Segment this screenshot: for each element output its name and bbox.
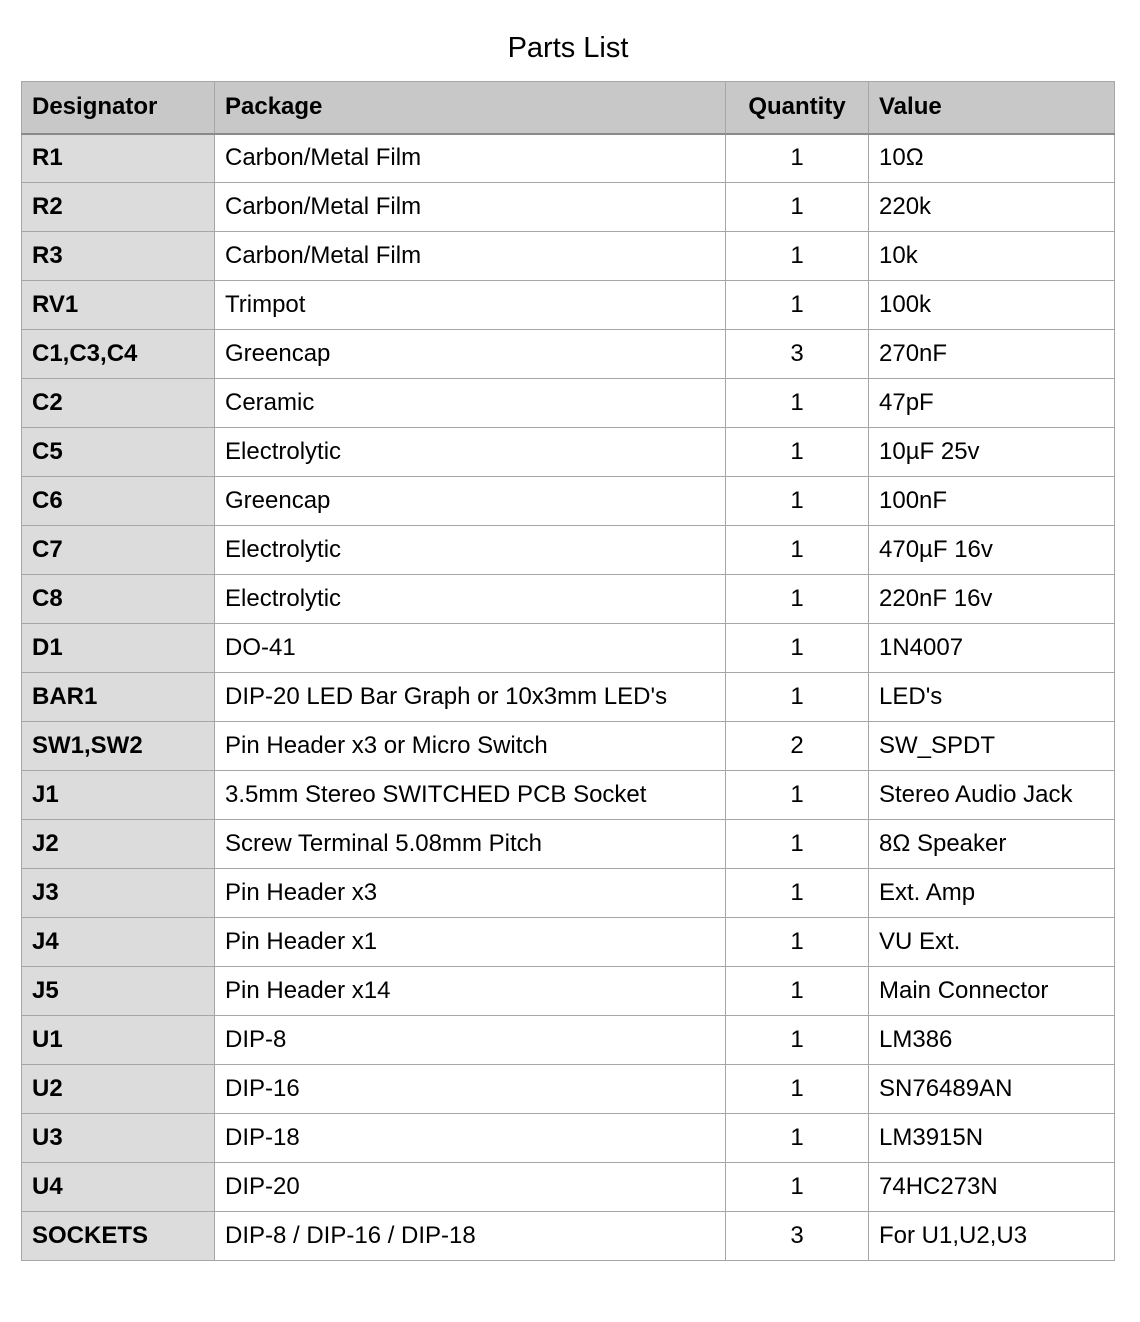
table-row: [22, 1212, 1115, 1261]
value-cell: LM3915N: [869, 1114, 1115, 1163]
table-row: [22, 722, 1115, 771]
package-cell: DIP-16: [215, 1065, 726, 1114]
package-cell: Greencap: [215, 330, 726, 379]
quantity-cell: 1: [726, 232, 869, 281]
designator-cell: R3: [22, 232, 215, 281]
quantity-cell: 1: [726, 526, 869, 575]
value-cell: 100nF: [869, 477, 1115, 526]
value-cell: VU Ext.: [869, 918, 1115, 967]
designator-cell: U1: [22, 1016, 215, 1065]
designator-cell: J5: [22, 967, 215, 1016]
package-cell: Ceramic: [215, 379, 726, 428]
designator-cell: J1: [22, 771, 215, 820]
designator-cell: C7: [22, 526, 215, 575]
designator-cell: J4: [22, 918, 215, 967]
value-cell: For U1,U2,U3: [869, 1212, 1115, 1261]
package-cell: DIP-18: [215, 1114, 726, 1163]
designator-cell: U4: [22, 1163, 215, 1212]
quantity-cell: 1: [726, 869, 869, 918]
package-cell: Electrolytic: [215, 428, 726, 477]
quantity-cell: 3: [726, 330, 869, 379]
header-package: Package: [215, 82, 726, 134]
quantity-cell: 1: [726, 1163, 869, 1212]
quantity-cell: 3: [726, 1212, 869, 1261]
quantity-cell: 1: [726, 1114, 869, 1163]
package-cell: Pin Header x3 or Micro Switch: [215, 722, 726, 771]
designator-cell: J3: [22, 869, 215, 918]
designator-cell: J2: [22, 820, 215, 869]
designator-cell: C8: [22, 575, 215, 624]
value-cell: 10k: [869, 232, 1115, 281]
page-title: Parts List: [507, 32, 629, 64]
header-row: [22, 82, 1115, 134]
designator-cell: R1: [22, 134, 215, 183]
table-row: [22, 1114, 1115, 1163]
package-cell: Carbon/Metal Film: [215, 232, 726, 281]
value-cell: 10Ω: [869, 134, 1115, 183]
quantity-cell: 1: [726, 918, 869, 967]
quantity-cell: 1: [726, 820, 869, 869]
package-cell: Greencap: [215, 477, 726, 526]
value-cell: 47pF: [869, 379, 1115, 428]
value-cell: LM386: [869, 1016, 1115, 1065]
quantity-cell: 2: [726, 722, 869, 771]
table-row: [22, 1163, 1115, 1212]
package-cell: 3.5mm Stereo SWITCHED PCB Socket: [215, 771, 726, 820]
table-row: [22, 330, 1115, 379]
designator-cell: C6: [22, 477, 215, 526]
table-row: [22, 624, 1115, 673]
table-row: [22, 526, 1115, 575]
designator-cell: RV1: [22, 281, 215, 330]
table-row: [22, 673, 1115, 722]
value-cell: Ext. Amp: [869, 869, 1115, 918]
quantity-cell: 1: [726, 771, 869, 820]
package-cell: Pin Header x1: [215, 918, 726, 967]
package-cell: DIP-20 LED Bar Graph or 10x3mm LED's: [215, 673, 726, 722]
package-cell: Trimpot: [215, 281, 726, 330]
quantity-cell: 1: [726, 673, 869, 722]
quantity-cell: 1: [726, 183, 869, 232]
package-cell: DO-41: [215, 624, 726, 673]
value-cell: 10µF 25v: [869, 428, 1115, 477]
table-row: [22, 967, 1115, 1016]
value-cell: LED's: [869, 673, 1115, 722]
value-cell: Main Connector: [869, 967, 1115, 1016]
quantity-cell: 1: [726, 1065, 869, 1114]
designator-cell: SW1,SW2: [22, 722, 215, 771]
quantity-cell: 1: [726, 624, 869, 673]
designator-cell: BAR1: [22, 673, 215, 722]
header-quantity: Quantity: [726, 82, 869, 134]
table-row: [22, 820, 1115, 869]
designator-cell: R2: [22, 183, 215, 232]
value-cell: 74HC273N: [869, 1163, 1115, 1212]
table-row: [22, 232, 1115, 281]
table-row: [22, 869, 1115, 918]
designator-cell: D1: [22, 624, 215, 673]
value-cell: Stereo Audio Jack: [869, 771, 1115, 820]
designator-cell: C2: [22, 379, 215, 428]
header-designator: Designator: [22, 82, 215, 134]
quantity-cell: 1: [726, 134, 869, 183]
designator-cell: SOCKETS: [22, 1212, 215, 1261]
table-row: [22, 1065, 1115, 1114]
value-cell: 220k: [869, 183, 1115, 232]
quantity-cell: 1: [726, 575, 869, 624]
designator-cell: C5: [22, 428, 215, 477]
table-row: [22, 918, 1115, 967]
parts-table: [21, 81, 1115, 1261]
table-row: [22, 379, 1115, 428]
table-row: [22, 771, 1115, 820]
value-cell: SW_SPDT: [869, 722, 1115, 771]
table-row: [22, 428, 1115, 477]
designator-cell: U2: [22, 1065, 215, 1114]
package-cell: Pin Header x3: [215, 869, 726, 918]
header-value: Value: [869, 82, 1115, 134]
quantity-cell: 1: [726, 379, 869, 428]
value-cell: 270nF: [869, 330, 1115, 379]
designator-cell: C1,C3,C4: [22, 330, 215, 379]
package-cell: Electrolytic: [215, 575, 726, 624]
table-row: [22, 1016, 1115, 1065]
package-cell: DIP-8 / DIP-16 / DIP-18: [215, 1212, 726, 1261]
table-header: [22, 82, 1115, 134]
designator-cell: U3: [22, 1114, 215, 1163]
value-cell: 100k: [869, 281, 1115, 330]
quantity-cell: 1: [726, 428, 869, 477]
quantity-cell: 1: [726, 477, 869, 526]
package-cell: Carbon/Metal Film: [215, 134, 726, 183]
table-row: [22, 281, 1115, 330]
value-cell: 220nF 16v: [869, 575, 1115, 624]
package-cell: Electrolytic: [215, 526, 726, 575]
package-cell: DIP-20: [215, 1163, 726, 1212]
table-row: [22, 134, 1115, 183]
package-cell: DIP-8: [215, 1016, 726, 1065]
package-cell: Screw Terminal 5.08mm Pitch: [215, 820, 726, 869]
package-cell: Carbon/Metal Film: [215, 183, 726, 232]
value-cell: 1N4007: [869, 624, 1115, 673]
value-cell: 8Ω Speaker: [869, 820, 1115, 869]
quantity-cell: 1: [726, 1016, 869, 1065]
table-row: [22, 575, 1115, 624]
quantity-cell: 1: [726, 281, 869, 330]
table-body: [22, 134, 1115, 1261]
table-row: [22, 477, 1115, 526]
table-row: [22, 183, 1115, 232]
quantity-cell: 1: [726, 967, 869, 1016]
value-cell: SN76489AN: [869, 1065, 1115, 1114]
package-cell: Pin Header x14: [215, 967, 726, 1016]
value-cell: 470µF 16v: [869, 526, 1115, 575]
